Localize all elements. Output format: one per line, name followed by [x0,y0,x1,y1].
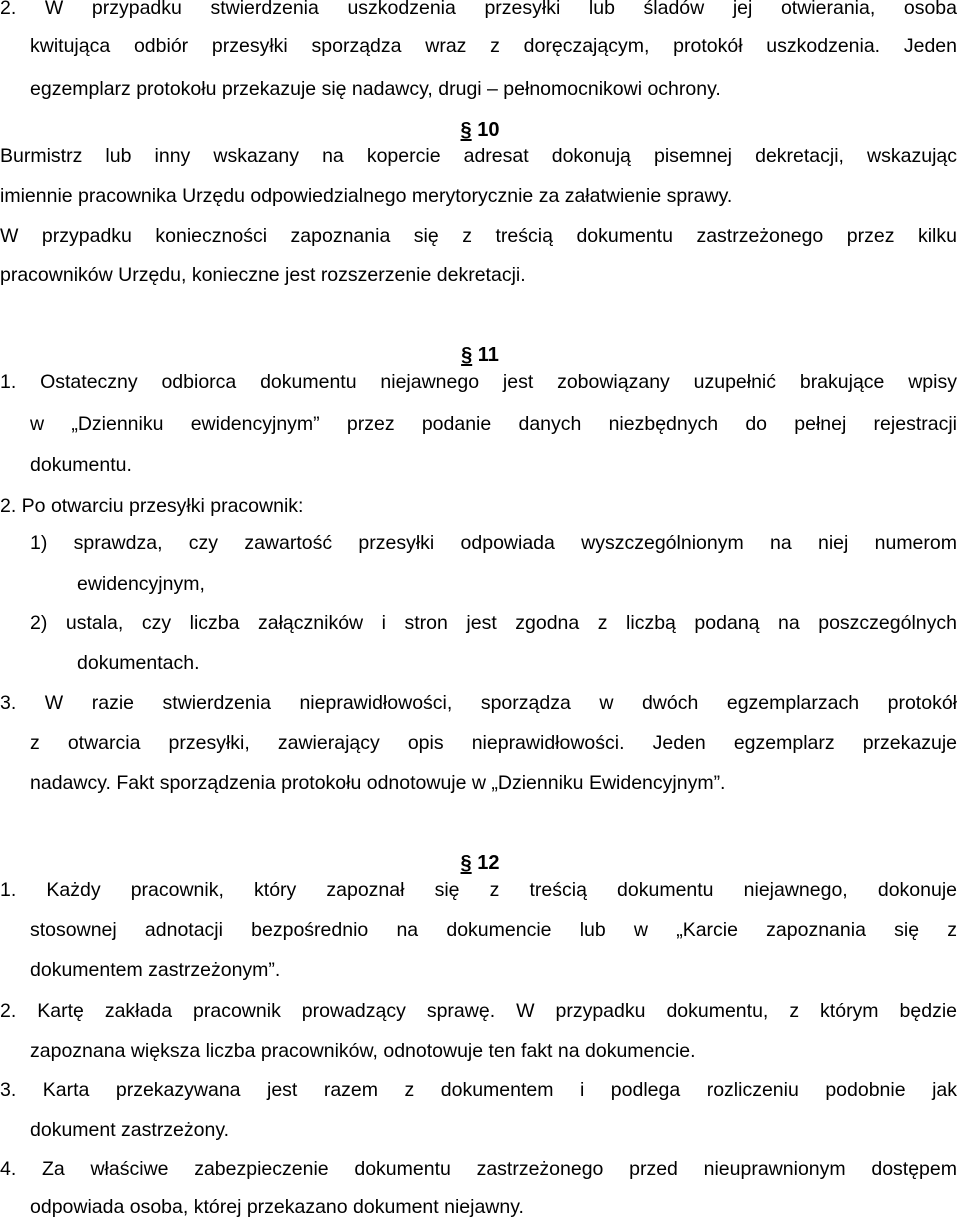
section-heading-10 [0,118,960,142]
s12-p1-line-1: 1. Każdy pracownik, który zapoznał się z treścią dokumentu niejawnego, dokonuje [0,879,957,901]
section-number: 10 [477,119,500,141]
s10-b-line-1: W przypadku konieczności zapoznania się z treścią dokumentu zastrzeżonego przez kilku [0,225,957,247]
s11-p1-line-1: 1. Ostateczny odbiorca dokumentu niejawnego jest zobowiązany uzupełnić brakujące wpisy [0,371,957,393]
s9-p2-line-2: kwitująca odbiór przesyłki sporządza wraz z doręczającym, protokół uszkodzenia. Jeden [30,35,957,57]
s10-b-line-2: pracowników Urzędu, konieczne jest rozszerzenie dekretacji. [0,264,526,286]
section-number: 12 [477,852,500,874]
s12-p2-line-2: zapoznana większa liczba pracowników, odnotowuje ten fakt na dokumencie. [30,1040,696,1062]
s12-p3-line-1: 3. Karta przekazywana jest razem z dokumentem i podlega rozliczeniu podobnie jak [0,1079,957,1101]
s11-p2-item-1-line-2: ewidencyjnym, [77,573,205,595]
section-symbol: § [461,344,473,366]
s10-a-line-2: imiennie pracownika Urzędu odpowiedzialnego merytorycznie za załatwienie sprawy. [0,185,733,207]
s12-p4-line-2: odpowiada osoba, której przekazano dokument niejawny. [30,1196,524,1218]
s11-p2-item-2-line-2: dokumentach. [77,652,200,674]
s11-p2-line-1: 2. Po otwarciu przesyłki pracownik: [0,495,304,517]
section-number: 11 [477,344,499,366]
s12-p2-line-1: 2. Kartę zakłada pracownik prowadzący sprawę. W przypadku dokumentu, z którym będzie [0,1000,957,1022]
s12-p1-line-2: stosownej adnotacji bezpośrednio na dokumencie lub w „Karcie zapoznania się z [30,919,957,941]
s11-p3-line-1: 3. W razie stwierdzenia nieprawidłowości, sporządza w dwóch egzemplarzach protokół [0,692,957,714]
section-heading-12 [0,851,960,875]
s9-p2-line-3: egzemplarz protokołu przekazuje się nadawcy, drugi – pełnomocnikowi ochrony. [30,78,721,100]
section-symbol: § [460,119,472,141]
s12-p4-line-1: 4. Za właściwe zabezpieczenie dokumentu zastrzeżonego przed nieuprawnionym dostępem [0,1158,957,1180]
s11-p1-line-2: w „Dzienniku ewidencyjnym” przez podanie danych niezbędnych do pełnej rejestracji [30,413,957,435]
s11-p3-line-3: nadawcy. Fakt sporządzenia protokołu odnotowuje w „Dzienniku Ewidencyjnym”. [30,772,726,794]
s11-p2-item-2-line-1: 2) ustala, czy liczba załączników i stron jest zgodna z liczbą podaną na poszczególnych [30,612,957,634]
s12-p1-line-3: dokumentem zastrzeżonym”. [30,959,281,981]
s9-p2-line-1: 2. W przypadku stwierdzenia uszkodzenia przesyłki lub śladów jej otwierania, osoba [0,0,957,19]
section-heading-11 [0,343,960,367]
section-symbol: § [460,852,472,874]
s11-p2-item-1-line-1: 1) sprawdza, czy zawartość przesyłki odpowiada wyszczególnionym na niej numerom [30,532,957,554]
s12-p3-line-2: dokument zastrzeżony. [30,1119,230,1141]
s11-p1-line-3: dokumentu. [30,454,132,476]
s11-p3-line-2: z otwarcia przesyłki, zawierający opis nieprawidłowości. Jeden egzemplarz przekazuje [30,732,957,754]
s10-a-line-1: Burmistrz lub inny wskazany na kopercie adresat dokonują pisemnej dekretacji, wskazując [0,145,957,167]
